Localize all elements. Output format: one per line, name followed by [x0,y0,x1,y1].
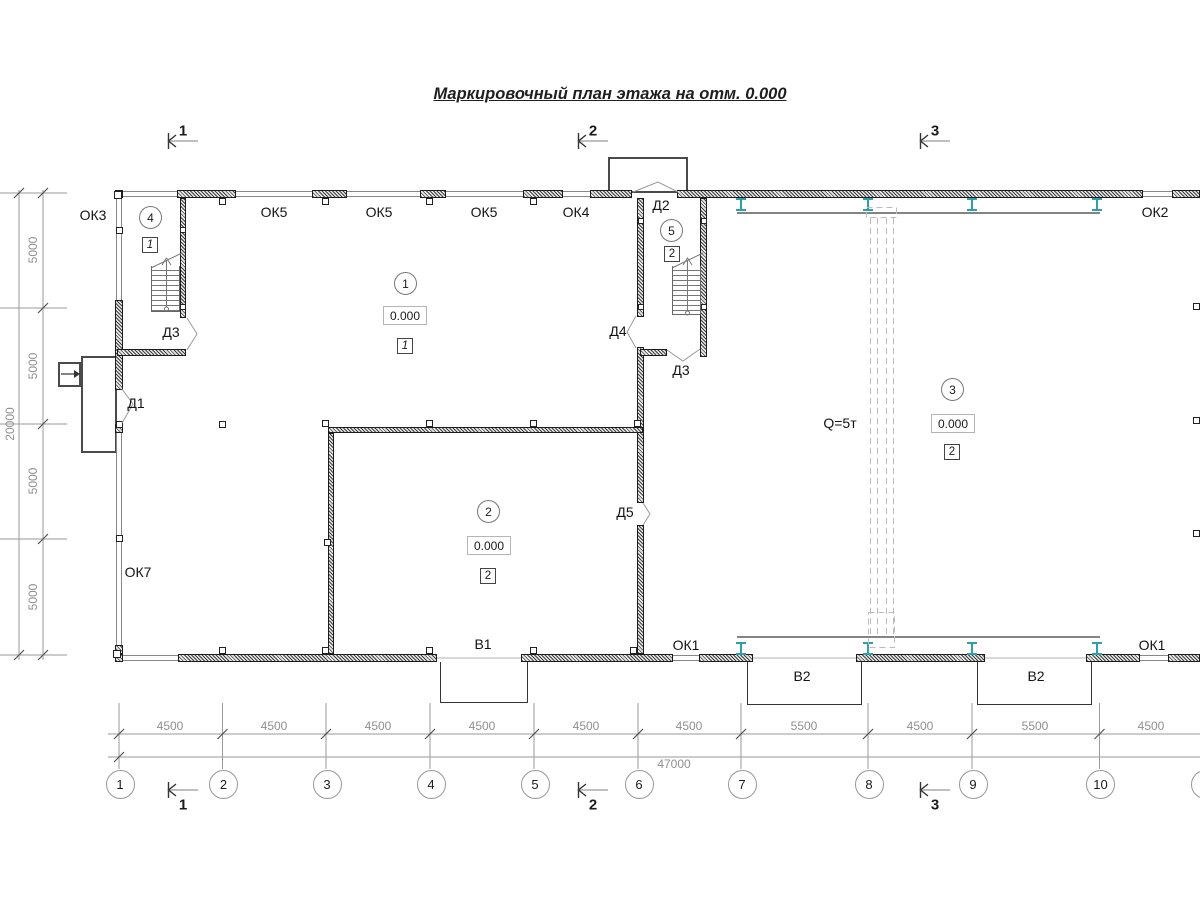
grid-bubble-10: 10 [1086,770,1115,799]
crane-rails [737,213,1100,637]
bay-dimension: 5500 [1021,719,1049,733]
door-label-d4: Д4 [609,323,627,339]
section-number-bottom-1: 1 [178,796,188,814]
grid-bubble-7: 7 [728,770,757,799]
grid-bubble-6: 6 [625,770,654,799]
entrance-arrow-icon [61,370,80,378]
room-number-circle: 1 [394,272,417,295]
window-label-ok1: ОК1 [1138,637,1166,653]
grid-bubble-1: 1 [106,770,135,799]
grid-bubble-3: 3 [313,770,342,799]
bay-dimension: 4500 [156,719,184,733]
room-type-box: 2 [664,246,680,262]
window-label-ok5: ОК5 [260,204,288,220]
window-label-ok2: ОК2 [1141,204,1169,220]
room-number-circle: 4 [139,206,162,229]
section-number-bottom-3: 3 [930,796,940,814]
left-bay-dimension: 5000 [26,583,40,611]
grid-bubble-5: 5 [521,770,550,799]
gate-label-v2: В2 [793,668,811,684]
window-label-ok5: ОК5 [470,204,498,220]
bay-dimension: 4500 [1137,719,1165,733]
bay-dimension: 4500 [572,719,600,733]
bay-dimension: 4500 [906,719,934,733]
door-label-d2: Д2 [652,197,670,213]
section-number-top-2: 2 [588,122,598,140]
window-label-ok7: ОК7 [124,564,152,580]
section-number-top-3: 3 [930,122,940,140]
section-number-top-1: 1 [178,122,188,140]
window-label-ok5: ОК5 [365,204,393,220]
crane-bridge-dashed [867,208,897,648]
bay-dimension: 4500 [260,719,288,733]
room-number-circle: 3 [941,378,964,401]
grid-bubble-2: 2 [209,770,238,799]
elevation-box: 0.000 [467,536,511,555]
window-label-ok3: ОК3 [79,207,107,223]
elevation-box: 0.000 [931,414,975,433]
total-dimension: 47000 [657,757,691,771]
grid-bubble-8: 8 [855,770,884,799]
bay-dimension: 4500 [364,719,392,733]
room-number-circle: 2 [477,500,500,523]
room-type-box: 1 [397,338,413,354]
window-label-ok4: ОК4 [562,204,590,220]
bay-dimension: 5500 [790,719,818,733]
drawing-title: Маркировочный план этажа на отм. 0.000 [433,85,787,103]
door-label-d3: Д3 [162,324,180,340]
room-type-box: 2 [480,568,496,584]
bay-dimension: 4500 [675,719,703,733]
room-type-box: 2 [944,444,960,460]
left-bay-dimension: 5000 [26,352,40,380]
bottom-dimension-lines [108,703,1200,769]
crane-capacity-label: Q=5т [823,415,857,431]
grid-bubble-9: 9 [959,770,988,799]
door-label-d5: Д5 [616,504,634,520]
left-bay-dimension: 5000 [26,236,40,264]
gate-label-v1: В1 [474,636,492,652]
gate-label-v2: В2 [1027,668,1045,684]
room-number-circle: 5 [660,219,683,242]
room-type-box: 1 [142,237,158,253]
left-bay-dimension: 5000 [26,467,40,495]
section-mark-lines [168,133,950,798]
elevation-box: 0.000 [383,306,427,325]
door-label-d1: Д1 [127,395,145,411]
door-label-d3: Д3 [672,362,690,378]
stair-detail-lines [151,253,703,315]
left-total-dimension: 20000 [3,407,17,441]
section-number-bottom-2: 2 [588,796,598,814]
bay-dimension: 4500 [468,719,496,733]
grid-bubble-4: 4 [417,770,446,799]
window-label-ok1: ОК1 [672,637,700,653]
